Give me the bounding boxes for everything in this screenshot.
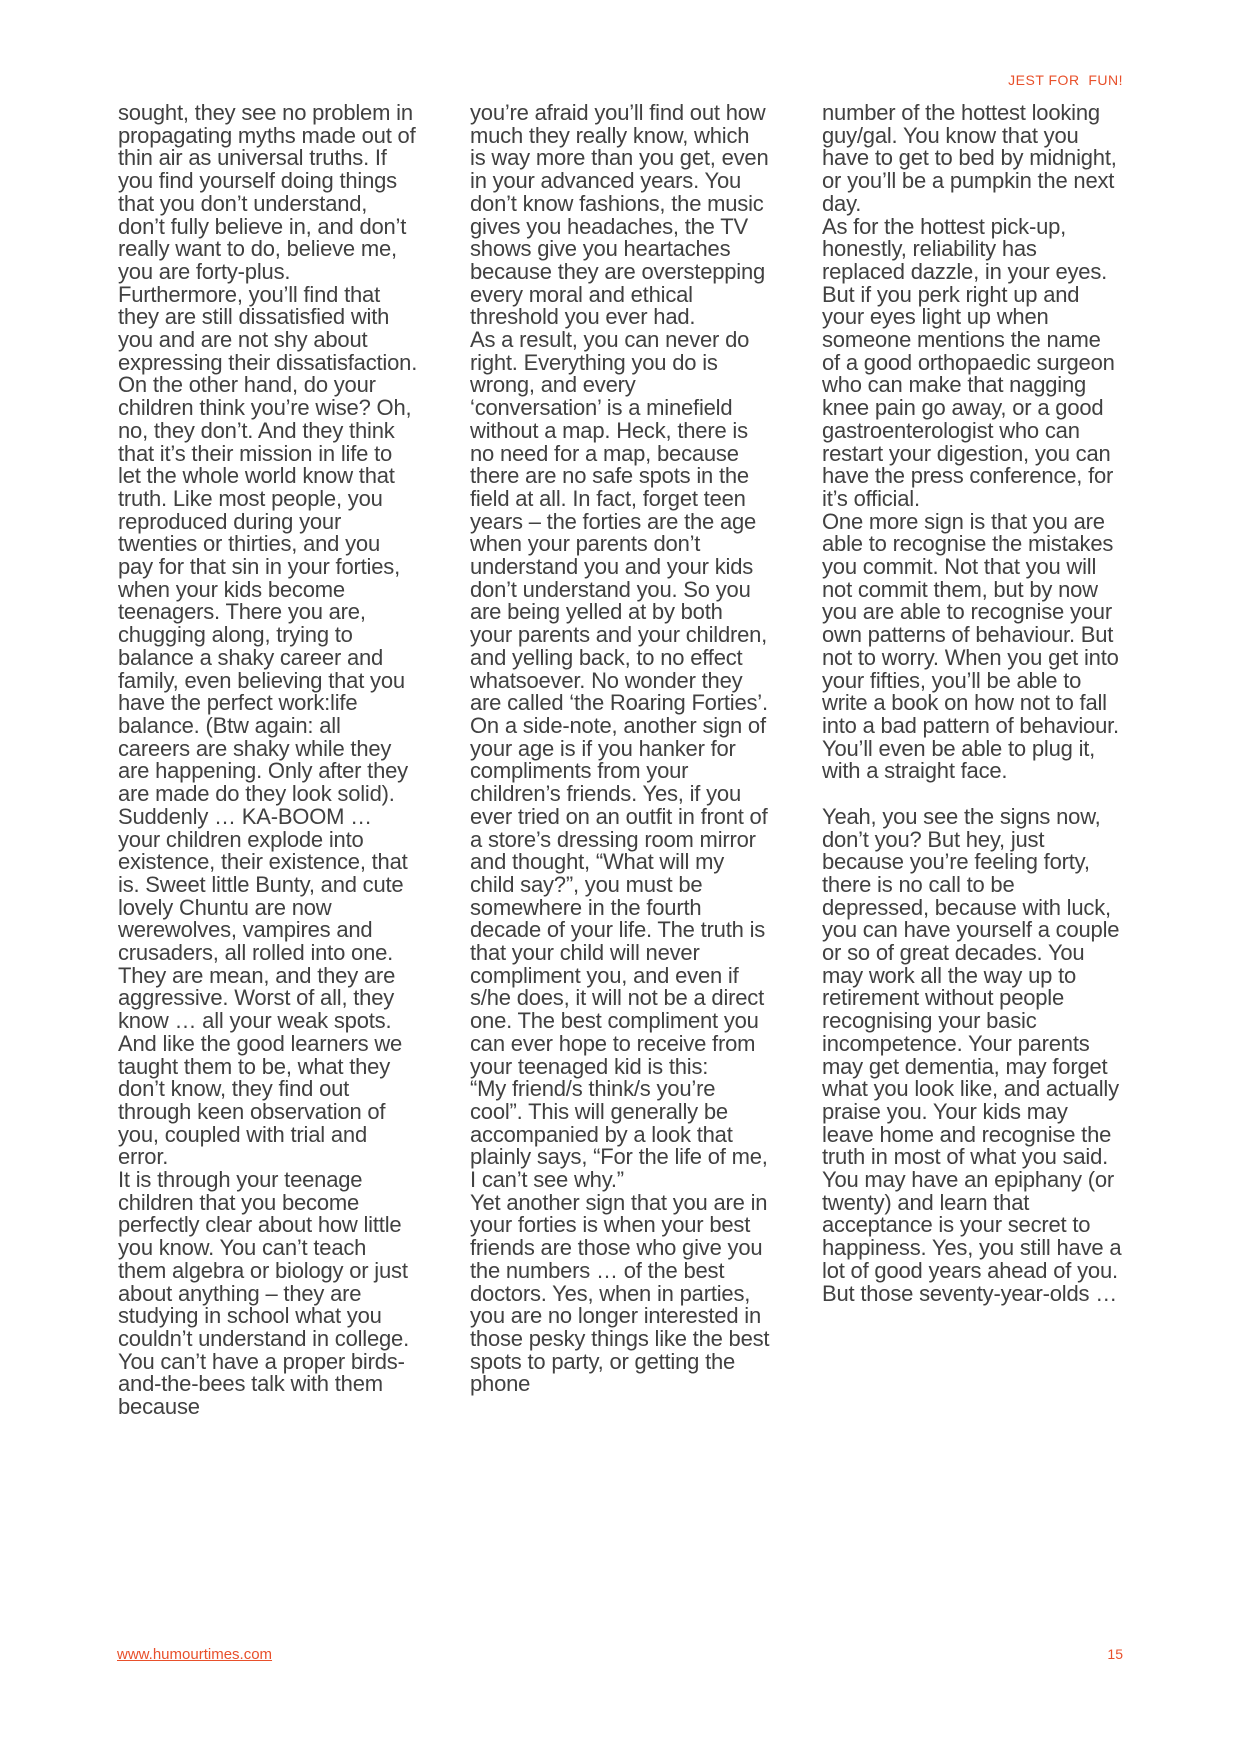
paragraph: As for the hottest pick-up, honestly, reliability has replaced dazzle, in your eyes. (822, 213, 1108, 284)
article-column-3 (822, 102, 1122, 1419)
article-column-2 (470, 102, 770, 1419)
paragraph: Yeah, you see the signs now, don’t you? But hey, just because you’re feeling forty, there is no call to be depressed, because with luck, you can have yourself a couple or so of great decades. You may work all the way up to retirement without people recognising your basic incompetence. Your parents may get dementia, may forget what you look like, and actually praise you. Your kids may leave home and recognise the truth in most of what you said. You may have an epiphany (or twenty) and learn that acceptance is your secret to happiness. Yes, you still have a lot of good years ahead of you. But those seventy-year-olds … (822, 803, 1122, 1306)
paragraph: One more sign is that you are able to recognise the mistakes you commit. Not that you will not commit them, but by now you are able to recognise your own patterns of behaviour. But not to worry. When you get into your fifties, you’ll be able to write a book on how not to fall into a bad pattern of behaviour. You’ll even be able to plug it, with a straight face. (822, 508, 1119, 784)
paragraph: Yet another sign that you are in your forties is when your best friends are those who give you the numbers … of the best doctors. Yes, when in parties, you are no longer interested in those pesky things like the best spots to party, or getting the phone (470, 1189, 770, 1397)
paragraph: On the other hand, do your children think you’re wise? Oh, no, they don’t. And they think that it’s their mission in life to let the whole world know that truth. Like most people, you reproduced during your twenties or thirties, and you pay for that sin in your forties, when your kids become teenagers. There you are, chugging along, trying to balance a shaky career and family, even believing that you have the perfect work:life balance. (Btw again: all careers are shaky while they are happening. Only after they are made do they look solid). Suddenly … KA-BOOM … your children explode into existence, their existence, that is. Sweet little Bunty, and cute lovely Chuntu are now werewolves, vampires and crusaders, all rolled into one. They are mean, and they are aggressive. Worst of all, they know … all your weak spots. And like the good learners we taught them to be, what they don’t know, they find out through keen observation of you, coupled with trial and error. (118, 372, 412, 1170)
paragraph: But if you perk right up and your eyes light up when someone mentions the name of a good orthopaedic surgeon who can make that nagging knee pain go away, or a good gastroenterologist who can restart your digestion, you can have the press conference, for it’s official. (822, 281, 1115, 511)
page-number: 15 (1107, 1646, 1123, 1662)
paragraph: “My friend/s think/s you’re cool”. This will generally be accompanied by a look that plainly says, “For the life of me, I can’t see why.” (470, 1076, 768, 1193)
paragraph: As a result, you can never do right. Everything you do is wrong, and every ‘conversation’ is a minefield without a map. Heck, there is no need for a map, because there are no safe spots in the field at all. In fact, forget teen years – the forties are the age when your parents don’t understand you and your kids don’t understand you. So you are being yelled at by both your parents and your children, and yelling back, to no effect whatsoever. No wonder they are called ‘the Roaring Forties’. (470, 327, 768, 716)
website-link[interactable]: www.humourtimes.com (117, 1646, 273, 1663)
section-header: JEST FOR FUN! (1008, 72, 1123, 88)
article-body (118, 102, 1122, 1419)
paragraph: On a side-note, another sign of your age is if you hanker for compliments from your children’s friends. Yes, if you ever tried on an outfit in front of a store’s dressing room mirror and thought, “What will my child say?”, you must be somewhere in the fourth decade of your life. The truth is that your child will never compliment you, and even if s/he does, it will not be a direct one. The best compliment you can ever hope to receive from your teenaged kid is this: (470, 712, 768, 1079)
paragraph: It is through your teenage children that you become perfectly clear about how little you know. You can’t teach them algebra or biology or just about anything – they are studying in school what you couldn’t understand in college. You can’t have a proper birds-and-the-bees talk with them because (118, 1167, 410, 1420)
paragraph: sought, they see no problem in propagating myths made out of thin air as universal truths. If you find yourself doing things that you don’t understand, don’t fully believe in, and don’t really want to do, believe me, you are forty-plus. Furthermore, you’ll find that they are still dissatisfied with you and are not shy about expressing their dissatisfaction. (118, 100, 418, 375)
paragraph: you’re afraid you’ll find out how much they really know, which is way more than you get, even in your advanced years. You don’t know fashions, the music gives you headaches, the TV shows give you heartaches because they are overstepping every moral and ethical threshold you ever had. (470, 100, 769, 330)
paragraph: number of the hottest looking guy/gal. You know that you have to get to bed by midnight, or you’ll be a pumpkin the next day. (822, 100, 1117, 216)
article-column-1 (118, 102, 418, 1419)
paragraph (822, 783, 1122, 806)
